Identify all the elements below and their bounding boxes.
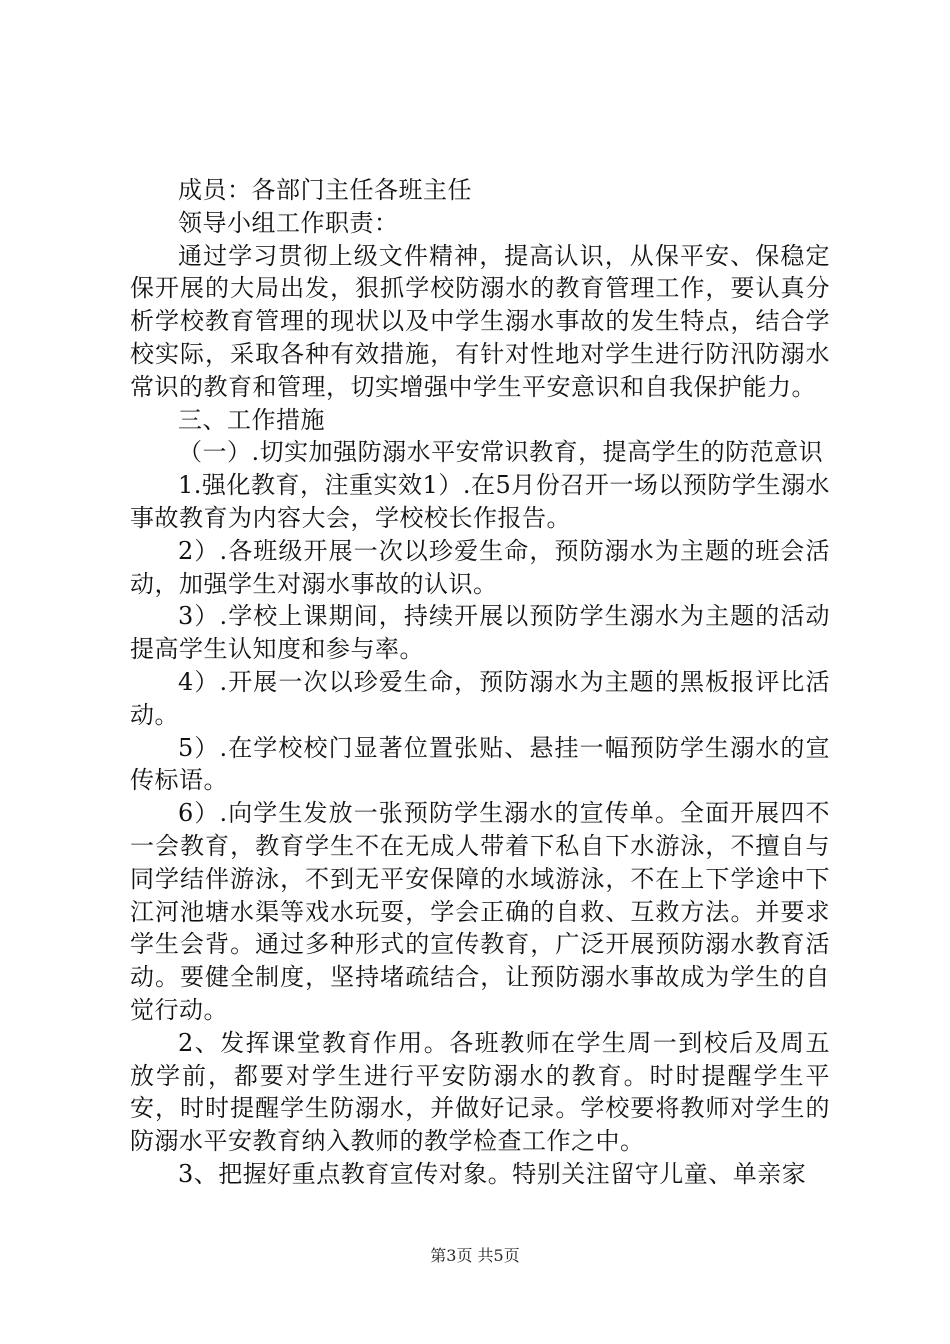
paragraph-key-targets: 3、把握好重点教育宣传对象。特别关注留守儿童、单亲家 — [178, 1159, 807, 1188]
paragraph-item-3: 3）.学校上课期间，持续开展以预防学生溺水为主题的活动提高学生认知度和参与率。 — [130, 602, 830, 664]
subsection-heading-1: （一）.切实加强防溺水平安常识教育，提高学生的防范意识 — [178, 438, 824, 467]
paragraph-members: 成员：各部门主任各班主任 — [178, 176, 472, 204]
paragraph-duties: 通过学习贯彻上级文件精神，提高认识，从保平安、保稳定保开展的大局出发，狠抓学校防溺水的教育管理工作，要认真分析学校教育管理的现状以及中学生溺水事故的发生特点，结合学校实际，采取各种有效措施，有针对性地对学生进行防汛防溺水常识的教育和管理，切实增强中学生平安意识和自我保护能力。 — [130, 241, 830, 401]
paragraph-item-2: 2）.各班级开展一次以珍爱生命，预防溺水为主题的班会活动，加强学生对溺水事故的认识。 — [130, 536, 830, 598]
section-heading-measures: 三、工作措施 — [178, 405, 325, 434]
page-number-footer: 第3页 共5页 — [430, 1246, 520, 1265]
paragraph-duties-heading: 领导小组工作职责： — [178, 208, 399, 237]
paragraph-item-5: 5）.在学校校门显著位置张贴、悬挂一幅预防学生溺水的宣传标语。 — [130, 733, 830, 795]
paragraph-item-1: 1.强化教育，注重实效1）.在5月份召开一场以预防学生溺水事故教育为内容大会，学校校长作报告。 — [130, 471, 830, 532]
document-body — [130, 174, 830, 1191]
paragraph-item-6: 6）.向学生发放一张预防学生溺水的宣传单。全面开展四不一会教育，教育学生不在无成人带着下私自下水游泳，不擅自与同学结伴游泳，不到无平安保障的水域游泳，不在上下学途中下江河池塘水渠等戏水玩耍，学会正确的自救、互救方法。并要求学生会背。通过多种形式的宣传教育，广泛开展预防溺水教育活动。要健全制度，坚持堵疏结合，让预防溺水事故成为学生的自觉行动。 — [130, 799, 830, 1024]
paragraph-item-4: 4）.开展一次以珍爱生命，预防溺水为主题的黑板报评比活动。 — [130, 667, 830, 729]
paragraph-classroom-education: 2、发挥课堂教育作用。各班教师在学生周一到校后及周五放学前，都要对学生进行平安防溺水的教育。时时提醒学生平安，时时提醒学生防溺水，并做好记录。学校要将教师对学生的防溺水平安教育纳入教师的教学检查工作之中。 — [130, 1028, 830, 1156]
